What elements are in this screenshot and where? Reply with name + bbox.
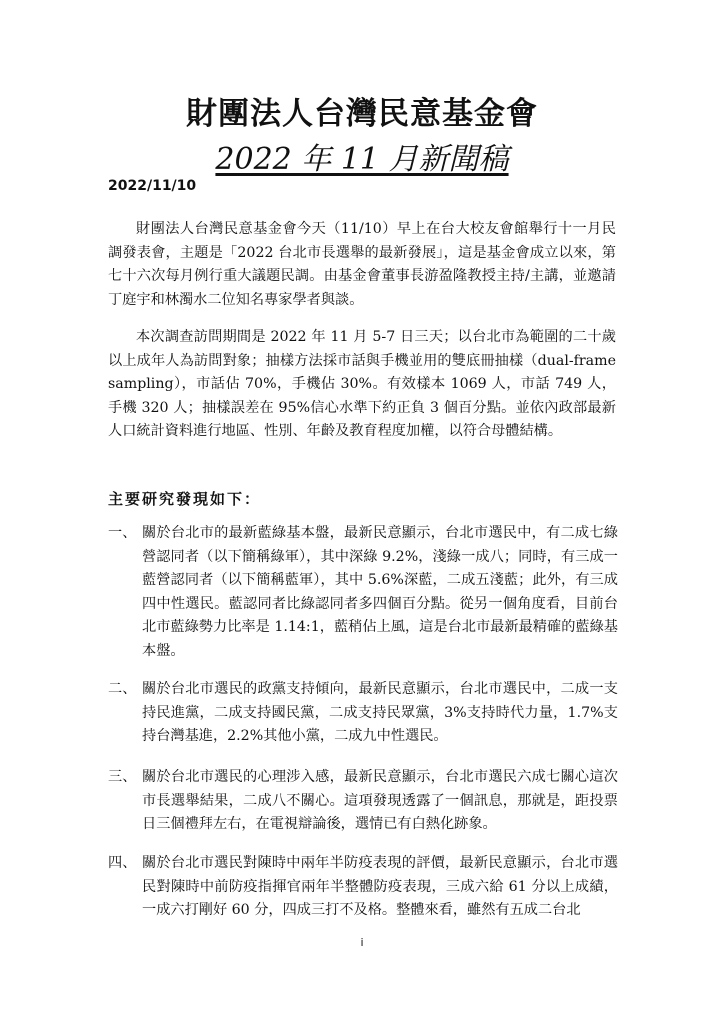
finding-item-2 bbox=[108, 678, 618, 749]
finding-text: 關於台北市的最新藍綠基本盤，最新民意顯示，台北市選民中，有二成七綠營認同者（以下簡稱綠軍），其中深綠 9.2%，淺綠一成八；同時，有三成一藍營認同者（以下簡稱藍軍），其中 5.6%深藍，二成五淺藍；此外，有三成四中性選民。藍認同者比綠認同者多四個百分點。從另一個角度看，目前台北市藍綠勢力比率是 1.14:1，藍稍佔上風，這是台北市最新最精確的藍綠基本盤。 bbox=[142, 525, 618, 659]
release-date: 2022/11/10 bbox=[108, 178, 197, 194]
finding-marker: 一、 bbox=[108, 525, 137, 541]
finding-item-1 bbox=[108, 522, 618, 663]
finding-marker: 二、 bbox=[108, 681, 137, 697]
intro-paragraph-2: 本次調查訪問期間是 2022 年 11 月 5-7 日三天；以台北市為範圍的二十歲以上成年人為訪問對象；抽樣方法採市話與手機並用的雙底冊抽樣（dual-frame sampling），市話佔 70%，手機佔 30%。有效樣本 1069 人，市話 749 人，手機 320 人；抽樣誤差在 95%信心水準下約正負 3 個百分點。並依內政部最新人口統計資料進行地區、性別、年齡及教育程度加權，以符合母體結構。 bbox=[108, 329, 616, 439]
document-title: 財團法人台灣民意基金會 bbox=[186, 96, 538, 132]
page-number: i bbox=[360, 936, 364, 949]
finding-text: 關於台北市選民的心理涉入感，最新民意顯示，台北市選民六成七關心這次市長選舉結果，二成八不關心。這項發現透露了一個訊息，那就是，距投票日三個禮拜左右，在電視辯論後，選情已有白熱化跡象。 bbox=[142, 769, 618, 832]
finding-item-3 bbox=[108, 766, 618, 837]
finding-text: 關於台北市選民的政黨支持傾向，最新民意顯示，台北市選民中，二成一支持民進黨，二成支持國民黨，二成支持民眾黨，3%支持時代力量，1.7%支持台灣基進，2.2%其他小黨，二成九中性選民。 bbox=[142, 681, 618, 744]
intro-paragraph-1: 財團法人台灣民意基金會今天（11/10）早上在台大校友會館舉行十一月民調發表會，主題是「2022 台北市長選舉的最新發展」，這是基金會成立以來，第七十六次每月例行重大議題民調。由基金會董事長游盈隆教授主持/主講，並邀請丁庭宇和林濁水二位知名專家學者與談。 bbox=[108, 221, 616, 308]
finding-marker: 四、 bbox=[108, 855, 137, 871]
finding-item-4 bbox=[108, 852, 618, 923]
finding-marker: 三、 bbox=[108, 769, 137, 785]
finding-text: 關於台北市選民對陳時中兩年半防疫表現的評價，最新民意顯示，台北市選民對陳時中前防疫指揮官兩年半整體防疫表現，三成六給 61 分以上成績，一成六打剛好 60 分，四成三打不及格。整體來看，雖然有五成二台北 bbox=[142, 855, 618, 918]
document-subtitle: 2022 年 11 月新聞稿 bbox=[215, 142, 509, 177]
findings-heading: 主要研究發現如下： bbox=[108, 490, 262, 508]
